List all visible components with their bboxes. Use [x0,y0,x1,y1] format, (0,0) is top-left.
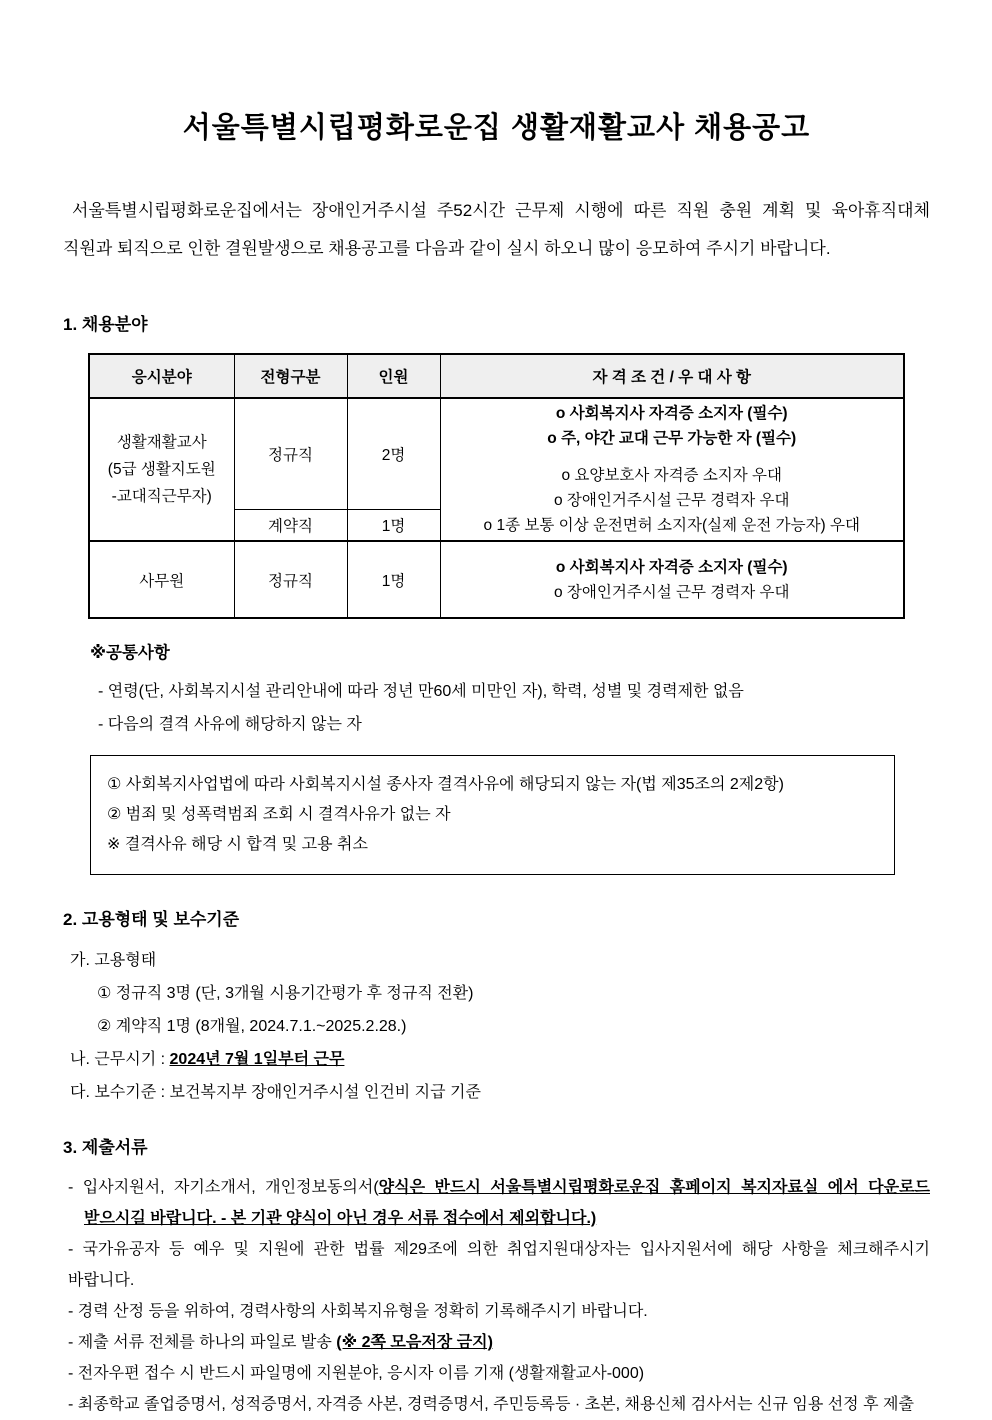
doc-item1-prefix: - 입사지원서, 자기소개서, 개인정보동의서( [68,1179,379,1196]
cell-teacher-conditions [440,398,904,541]
cell-clerk-field: 사무원 [89,541,234,618]
box-line-cancel: ※ 결격사유 해당 시 합격 및 고용 취소 [107,836,368,853]
doc-item-application [68,1172,930,1234]
box-line-law: ① 사회복지사업법에 따라 사회복지시설 종사자 결격사유에 해당되지 않는 자(법 제35조의 2제2항) [107,776,784,793]
common-requirements [90,639,930,875]
section-documents [63,1133,930,1420]
employment-contract: ② 계약직 1명 (8개월, 2024.7.1.~2025.2.28.) [97,1018,407,1035]
header-type: 전형구분 [234,354,347,398]
teacher-cond-required1: o 사회복지사 자격증 소지자 (필수) [555,405,788,422]
header-qualifications: 자 격 조 건 / 우 대 사 항 [440,354,904,398]
section-recruit-fields [63,310,930,875]
intro-paragraph: 서울특별시립평화로운집에서는 장애인거주시설 주52시간 근무제 시행에 따른 직원 충원 계획 및 육아휴직대체 직원과 퇴직으로 인한 결원발생으로 채용공고를 다음과 같이 실시 하오니 많이 응모하여 주시기 바랍니다. [63,201,930,258]
section2-heading: 2. 고용형태 및 보수기준 [63,910,240,929]
page-title: 서울특별시립평화로운집 생활재활교사 채용공고 [182,112,811,144]
common-item-disqualification: - 다음의 결격 사유에 해당하지 않는 자 [98,716,362,733]
condition-spacer [445,451,900,463]
work-start-line [70,1043,930,1076]
recruit-table [88,353,905,619]
cell-teacher-contract-count: 1명 [347,510,440,541]
pay-standard-line: 다. 보수기준 : 보건복지부 장애인거주시설 인건비 지급 기준 [70,1084,481,1101]
common-heading: ※공통사항 [90,644,170,662]
table-row [89,541,904,618]
work-start-date: 2024년 7월 1일부터 근무 [169,1051,345,1068]
doc-item-veterans: - 국가유공자 등 예우 및 지원에 관한 법률 제29조에 의한 취업지원대상자는 입사지원서에 해당 사항을 체크해주시기 바랍니다. [68,1241,930,1289]
doc-item1-form-notice: 양식은 반드시 서울특별시립평화로운집 홈페이지 복지자료실 에서 다운로드 받으시길 바랍니다. - 본 기관 양식이 아닌 경우 서류 접수에서 제외합니다.) [84,1179,930,1227]
teacher-field-line3: -교대직근무자) [111,488,212,505]
cell-teacher-field [89,398,234,541]
teacher-cond-preferred2: o 장애인거주시설 근무 경력자 우대 [554,492,790,509]
section3-heading: 3. 제출서류 [63,1138,148,1157]
employment-regular: ① 정규직 3명 (단, 3개월 시용기간평가 후 정규직 전환) [97,985,474,1002]
teacher-cond-required2: o 주, 야간 교대 근무 가능한 자 (필수) [547,430,797,447]
teacher-cond-preferred3: o 1종 보통 이상 운전면허 소지자(실제 운전 가능자) 우대 [483,517,860,534]
section1-heading: 1. 채용분야 [63,315,148,334]
common-item-age: - 연령(단, 사회복지시설 관리안내에 따라 정년 만60세 미만인 자), 학력, 성별 및 경력제한 없음 [98,683,744,700]
box-line-criminal: ② 범죄 및 성폭력범죄 조회 시 결격사유가 없는 자 [107,806,451,823]
employment-type-label: 가. 고용형태 [70,952,157,969]
doc-item-single-file [68,1327,930,1358]
teacher-field-line2: (5급 생활지도원 [107,461,216,478]
cell-clerk-type: 정규직 [234,541,347,618]
cell-clerk-conditions [440,541,904,618]
work-start-label: 나. 근무시기 : [70,1051,170,1068]
header-field: 응시분야 [89,354,234,398]
teacher-cond-preferred1: o 요양보호사 자격증 소지자 우대 [561,467,782,484]
cell-teacher-regular-type: 정규직 [234,398,347,510]
doc-item-email-filename: - 전자우편 접수 시 반드시 파일명에 지원분야, 응시자 이름 기재 (생활재활교사-000) [68,1365,645,1382]
clerk-cond-preferred: o 장애인거주시설 근무 경력자 우대 [554,583,790,601]
section-employment-terms [63,905,930,1109]
table-header-row [89,354,904,398]
cell-teacher-regular-count: 2명 [347,398,440,510]
doc-item4-no-merge: (※ 2쪽 모음저장 금지) [336,1334,493,1351]
doc-item4-prefix: - 제출 서류 전체를 하나의 파일로 발송 [68,1334,337,1351]
teacher-field-line1: 생활재활교사 [116,434,207,451]
clerk-cond-required: o 사회복지사 자격증 소지자 (필수) [555,558,788,576]
doc-item-certificates: - 최종학교 졸업증명서, 성적증명서, 자격증 사본, 경력증명서, 주민등록등 · 초본, 채용신체 검사서는 신규 임용 선정 후 제출 [68,1396,914,1413]
doc-item-career: - 경력 산정 등을 위하여, 경력사항의 사회복지유형을 정확히 기록해주시기 바랍니다. [68,1303,648,1320]
table-row [89,398,904,510]
cell-teacher-contract-type: 계약직 [234,510,347,541]
cell-clerk-count: 1명 [347,541,440,618]
recruit-table-header [89,354,904,398]
header-count: 인원 [347,354,440,398]
disqualification-box [90,755,895,875]
